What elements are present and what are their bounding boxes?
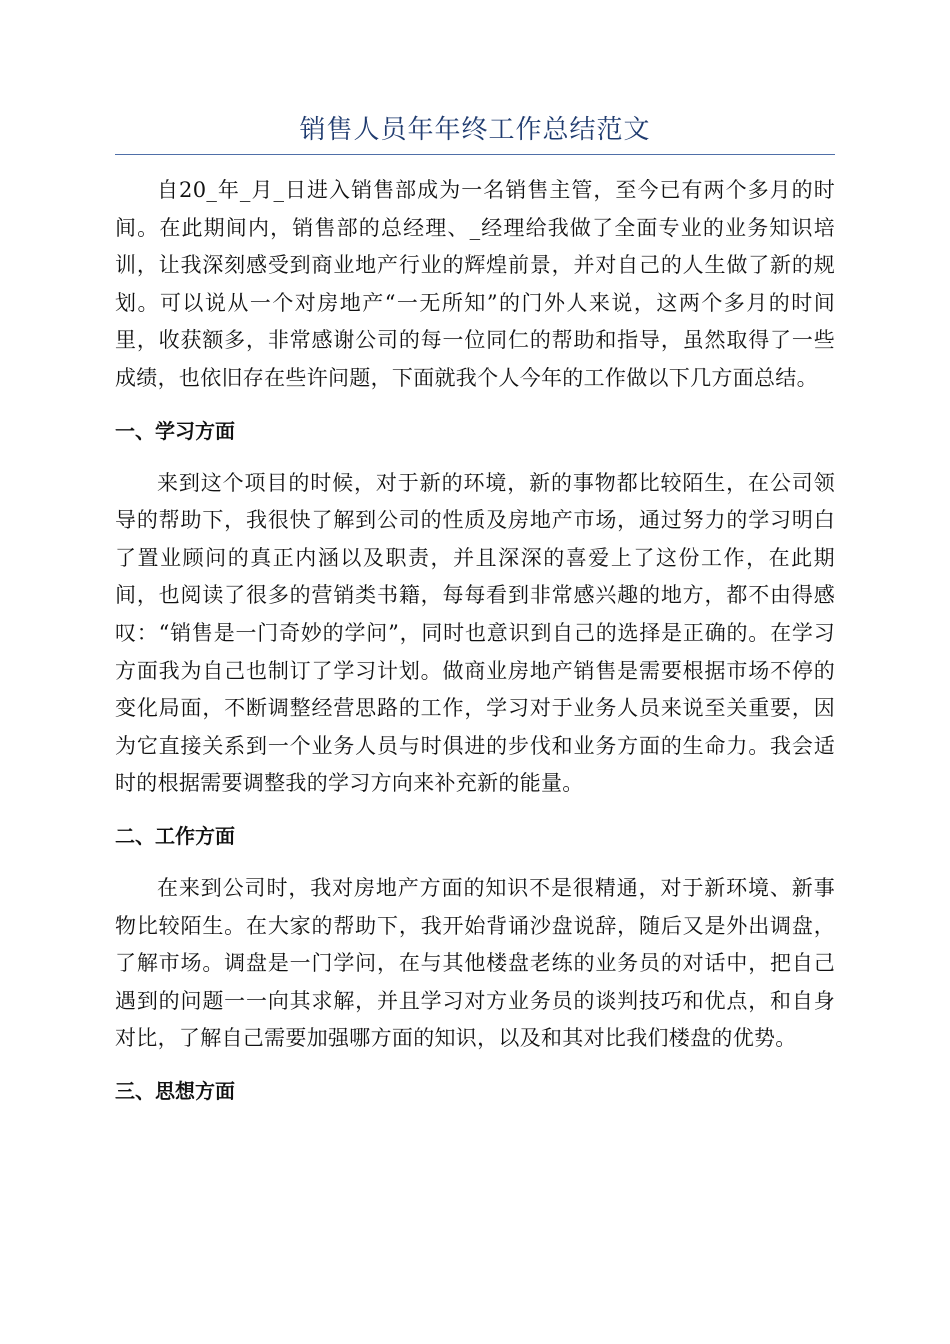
document-title: 销售人员年年终工作总结范文 [299, 115, 651, 145]
intro-paragraph: 自20_年_月_日进入销售部成为一名销售主管，至今已有两个多月的时间。在此期间内，销售部的总经理、_经理给我做了全面专业的业务知识培训，让我深刻感受到商业地产行业的辉煌前景，并对自己的人生做了新的规划。可以说从一个对房地产“一无所知”的门外人来说，这两个多月的时间里，收获额多，非常感谢公司的每一位同仁的帮助和指导，虽然取得了一些成绩，也依旧存在些许问题，下面就我个人今年的工作做以下几方面总结。 [115, 178, 835, 390]
section-heading-study: 一、学习方面 [115, 418, 235, 443]
section-heading-work: 二、工作方面 [115, 823, 235, 848]
section-paragraph-work: 在来到公司时，我对房地产方面的知识不是很精通，对于新环境、新事物比较陌生。在大家的帮助下，我开始背诵沙盘说辞，随后又是外出调盘，了解市场。调盘是一门学问，在与其他楼盘老练的业务员的对话中，把自己遇到的问题一一向其求解，并且学习对方业务员的谈判技巧和优点，和自身对比，了解自己需要加强哪方面的知识，以及和其对比我们楼盘的优势。 [115, 875, 835, 1051]
section-heading-thought: 三、思想方面 [115, 1078, 235, 1103]
title-underline [115, 154, 835, 155]
document-body [115, 172, 835, 1125]
section-paragraph-study: 来到这个项目的时候，对于新的环境，新的事物都比较陌生，在公司领导的帮助下，我很快了解到公司的性质及房地产市场，通过努力的学习明白了置业顾问的真正内涵以及职责，并且深深的喜爱上了这份工作，在此期间，也阅读了很多的营销类书籍，每每看到非常感兴趣的地方，都不由得感叹：“销售是一门奇妙的学问”，同时也意识到自己的选择是正确的。在学习方面我为自己也制订了学习计划。做商业房地产销售是需要根据市场不停的变化局面，不断调整经营思路的工作，学习对于业务人员来说至关重要，因为它直接关系到一个业务人员与时俱进的步伐和业务方面的生命力。我会适时的根据需要调整我的学习方向来补充新的能量。 [115, 470, 835, 796]
